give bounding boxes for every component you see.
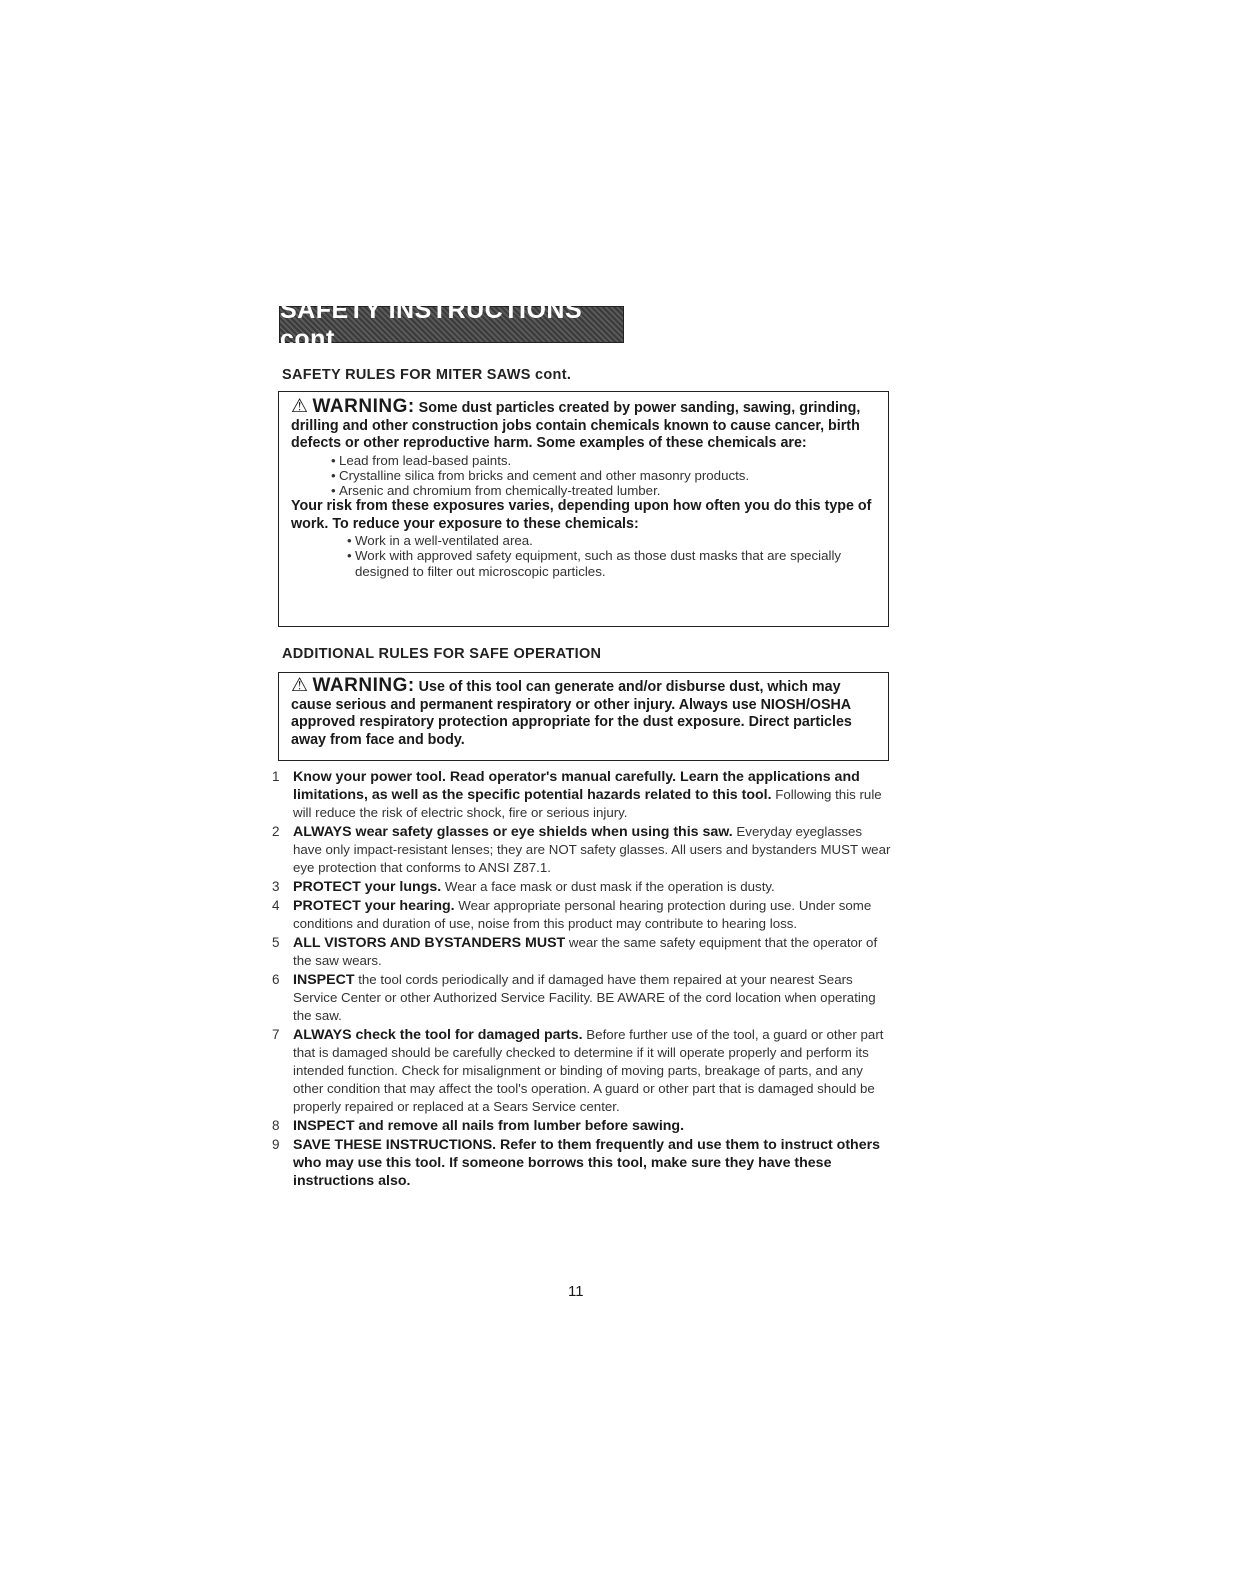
list-item: 9 SAVE THESE INSTRUCTIONS. Refer to them frequently and use them to instruct others who may use this tool. If someone borrows this tool, make sure they have these instructions also. bbox=[272, 1137, 881, 1189]
warning-box-dust bbox=[278, 672, 889, 761]
section-heading-additional-rules: ADDITIONAL RULES FOR SAFE OPERATION bbox=[282, 646, 602, 662]
warning-icon: ⚠ bbox=[291, 396, 309, 417]
warning-text: Some dust particles created by power sanding, sawing, grinding, drilling and other construction jobs contain chemicals known to cause cancer, birth defects or other reproductive harm. Some examples of these chemicals are: bbox=[291, 400, 861, 451]
list-item: 4 PROTECT your hearing. Wear appropriate personal hearing protection during use. Under some conditions and duration of use, noise from this product may contribute to hearing loss. bbox=[272, 898, 872, 931]
warning-paragraph bbox=[291, 398, 878, 453]
warning-text: Use of this tool can generate and/or disburse dust, which may cause serious and permanent respiratory or other injury. Always use NIOSH/OSHA approved respiratory protection appropriate for the dust exposure. Direct particles away from face and body. bbox=[291, 679, 852, 748]
list-item: 5 ALL VISTORS AND BYSTANDERS MUST wear the same safety equipment that the operator of the saw wears. bbox=[272, 935, 878, 968]
example-item: • Arsenic and chromium from chemically-treated lumber. bbox=[331, 482, 661, 498]
rules-list bbox=[272, 768, 892, 1191]
warning-paragraph bbox=[291, 677, 878, 749]
page-number: 11 bbox=[568, 1283, 584, 1300]
list-item: 2 ALWAYS wear safety glasses or eye shields when using this saw. Everyday eyeglasses have only impact-resistant lenses; they are NOT safety glasses. All users and bystanders MUST wear eye protection that conforms to ANSI Z87.1. bbox=[272, 824, 891, 875]
list-item: 6 INSPECT the tool cords periodically and if damaged have them repaired at your nearest Sears Service Center or other Authorized Service Facility. BE AWARE of the cord location when operating the saw. bbox=[272, 972, 876, 1023]
list-item: 1 Know your power tool. Read operator's manual carefully. Learn the applications and limitations, as well as the specific potential hazards related to this tool. Following this rule will reduce the risk of electric shock, fire or serious injury. bbox=[272, 769, 882, 820]
warning-icon: ⚠ bbox=[291, 675, 309, 696]
example-item: • Lead from lead-based paints. bbox=[331, 452, 512, 468]
section-banner: SAFETY INSTRUCTIONS cont. bbox=[279, 306, 624, 343]
warning-label: WARNING: bbox=[312, 675, 415, 696]
list-item: 8 INSPECT and remove all nails from lumber before sawing. bbox=[272, 1118, 685, 1134]
example-item: • Crystalline silica from bricks and cement and other masonry products. bbox=[331, 467, 750, 483]
section-heading-miter-saws: SAFETY RULES FOR MITER SAWS cont. bbox=[282, 367, 572, 383]
measure-item: • Work in a well-ventilated area. bbox=[347, 533, 533, 549]
list-item: 3 PROTECT your lungs. Wear a face mask or dust mask if the operation is dusty. bbox=[272, 879, 775, 895]
warning-box-chemicals bbox=[278, 391, 889, 627]
warning-label: WARNING: bbox=[312, 396, 415, 417]
measure-item: • Work with approved safety equipment, such as those dust masks that are specially designed to filter out microscopic particles. bbox=[347, 548, 842, 579]
risk-paragraph: Your risk from these exposures varies, depending upon how often you do this type of work. To reduce your exposure to these chemicals: bbox=[291, 498, 872, 532]
list-item: 7 ALWAYS check the tool for damaged parts. Before further use of the tool, a guard or other part that is damaged should be carefully checked to determine if it will operate properly and perform its intended function. Check for misalignment or binding of moving parts, breakage of parts, and any other condition that may affect the tool's operation. A guard or other part that is damaged should be properly repaired or replaced at a Sears Service center. bbox=[272, 1027, 884, 1114]
